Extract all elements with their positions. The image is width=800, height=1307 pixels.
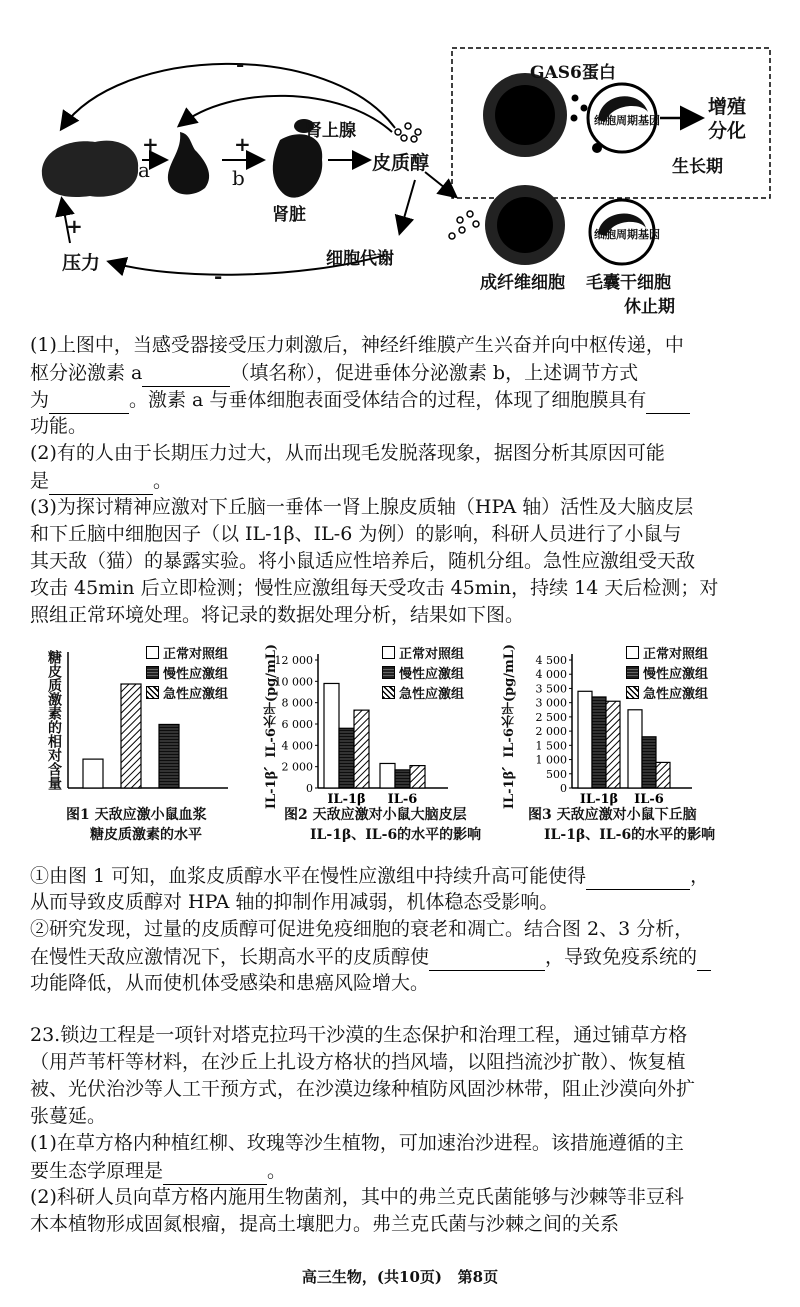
chart-2-title-line2: IL-1β、IL-6的水平的影响	[310, 827, 482, 843]
q22-p2-line1: (2)有的人由于长期压力过大，从而出现毛发脱落现象，据图分析其原因可能	[30, 442, 665, 464]
legend-chronic: 慢性应激组	[626, 662, 708, 682]
q23-p2-line1: (2)科研人员向草方格内施用生物菌剂，其中的弗兰克氏菌能够与沙棘等非豆科	[30, 1186, 684, 1208]
legend-swatch-control	[382, 646, 395, 659]
cortisol-dots	[395, 123, 421, 142]
y-tick-label: 4 000	[281, 739, 313, 753]
q23-p2-line2: 木本植物形成固氮根瘤，提高土壤肥力。弗兰克氏菌与沙棘之间的关系	[30, 1213, 620, 1235]
chart-3-title-line1: 图3 天敌应激对小鼠下丘脑	[528, 807, 697, 823]
bar-1-0	[380, 763, 395, 788]
blank-immune-function[interactable]	[697, 943, 711, 971]
bar-1-2	[410, 766, 425, 788]
q22-p1-line1: (1)上图中，当感受器接受压力刺激后，神经纤维膜产生兴奋并向中枢传递，中	[30, 334, 684, 356]
page-footer: 高三生物，(共10页) 第8页	[301, 1268, 499, 1286]
q22-p1-line4: 功能。	[30, 415, 88, 437]
label-gas6: GAS6蛋白	[530, 63, 616, 83]
label-minus-feedback: -	[236, 52, 245, 76]
bar-0-0	[83, 759, 103, 788]
label-cortisol: 皮质醇	[372, 152, 430, 174]
q22-p3-line2: 和下丘脑中细胞因子（以 IL-1β、IL-6 为例）的影响，科研人员进行了小鼠与	[30, 523, 682, 545]
chart-2-legend	[382, 642, 464, 702]
label-pressure: 压力	[62, 252, 101, 274]
bar-1-1	[642, 737, 656, 788]
pituitary-shape	[168, 132, 209, 194]
label-cell-metabolism: 细胞代谢	[326, 249, 394, 269]
chart-2-title-line1: 图2 天敌应激对小鼠大脑皮层	[284, 807, 467, 823]
chart-1-title-line1: 图1 天敌应激小鼠血浆	[66, 807, 207, 823]
legend-swatch-acute	[382, 686, 395, 699]
bar-0-2	[159, 724, 179, 788]
chart-3-title-line2: IL-1β、IL-6的水平的影响	[544, 827, 716, 843]
label-plus-pressure: +	[66, 214, 83, 238]
q22-p1-line2: 枢分泌激素 a （填名称），促进垂体分泌激素 b，上述调节方式	[30, 359, 638, 387]
bar-1-1	[395, 770, 410, 788]
y-tick-label: 2 000	[535, 725, 567, 739]
legend-swatch-chronic	[382, 666, 395, 679]
y-tick-label: 2 500	[535, 710, 567, 724]
chart-3-legend	[626, 642, 708, 702]
label-proliferate: 增殖	[708, 96, 747, 118]
label-adrenal: 肾上腺	[305, 121, 356, 141]
label-growth-phase: 生长期	[672, 157, 723, 177]
chart-1-legend	[146, 642, 228, 702]
y-tick-label: 500	[546, 767, 567, 781]
label-rest-phase: 休止期	[624, 297, 675, 317]
hypothalamus-brain-shape	[42, 141, 138, 197]
chart-2-ylabel: IL-1β、IL-6水平(pg/mL)	[264, 644, 279, 810]
legend-swatch-acute	[146, 686, 159, 699]
q22-p3-line3: 其天敌（猫）的暴露实验。将小鼠适应性培养后，随机分组。急性应激组受天敌	[30, 550, 696, 572]
bar-0-1	[592, 697, 606, 788]
legend-swatch-chronic	[626, 666, 639, 679]
x-tick-label: IL-1β	[327, 792, 366, 807]
label-fibroblast: 成纤维细胞	[480, 273, 565, 293]
bar-0-2	[354, 710, 369, 788]
y-tick-label: 1 000	[535, 753, 567, 767]
bar-0-1	[121, 684, 141, 788]
q22-p3-line4: 攻击 45min 后立即检测；慢性应激组每天受攻击 45min，持续 14 天后检测；对	[30, 577, 719, 599]
q22-s2-line2: 在慢性天敌应激情况下，长期高水平的皮质醇使 ，导致免疫系统的	[30, 943, 711, 971]
blank-regulation-mode[interactable]	[49, 386, 129, 414]
q23-p1-line1: (1)在草方格内种植红柳、玫瑰等沙生植物，可加速治沙进程。该措施遵循的主	[30, 1132, 684, 1154]
legend-chronic: 慢性应激组	[382, 662, 464, 682]
bar-1-0	[628, 710, 642, 788]
y-tick-label: 2 000	[281, 760, 313, 774]
y-tick-label: 8 000	[281, 696, 313, 710]
hpa-diagram	[0, 0, 800, 320]
legend-chronic: 慢性应激组	[146, 662, 228, 682]
label-cycle-gene-top: 细胞周期基因	[594, 114, 660, 127]
legend-control: 正常对照组	[626, 642, 708, 662]
chart-1-ylabel: 糖皮质激素的相对含量	[46, 650, 62, 790]
q22-p2-line2: 是 。	[30, 467, 172, 495]
label-differentiate: 分化	[708, 120, 747, 142]
y-tick-label: 3 000	[535, 696, 567, 710]
y-tick-label: 6 000	[281, 718, 313, 731]
chart-2	[262, 640, 512, 860]
label-plus-b: +	[234, 132, 251, 156]
legend-swatch-control	[146, 646, 159, 659]
label-hair-stem-cell: 毛囊干细胞	[586, 273, 671, 293]
y-tick-label: 4 500	[535, 654, 567, 667]
legend-swatch-chronic	[146, 666, 159, 679]
q23-line4: 张蔓延。	[30, 1105, 107, 1127]
bar-0-1	[339, 728, 354, 788]
y-tick-label: 12 000	[274, 654, 313, 667]
x-tick-label: IL-1β	[579, 792, 619, 807]
legend-acute: 急性应激组	[146, 682, 228, 702]
x-tick-label: IL-6	[387, 792, 418, 807]
legend-swatch-acute	[626, 686, 639, 699]
y-tick-label: 10 000	[274, 675, 313, 689]
legend-control: 正常对照组	[382, 642, 464, 662]
q22-s2-line3: 功能降低，从而使机体受感染和患癌风险增大。	[30, 972, 430, 994]
legend-acute: 急性应激组	[626, 682, 708, 702]
blank-ecology-principle[interactable]	[163, 1157, 267, 1185]
q22-s2-line1: ②研究发现，过量的皮质醇可促进免疫细胞的衰老和凋亡。结合图 2、3 分析，	[30, 918, 694, 940]
bar-0-0	[578, 691, 592, 788]
bar-0-0	[324, 683, 339, 788]
chart-3	[500, 640, 760, 860]
chart-1-title-line2: 糖皮质激素的水平	[90, 827, 202, 843]
blank-cytokine-effect[interactable]	[429, 943, 545, 971]
q23-p1-line2: 要生态学原理是 。	[30, 1157, 286, 1185]
q22-s1-line1: ①由图 1 可知，血浆皮质醇水平在慢性应激组中持续升高可能使得 ，	[30, 862, 709, 890]
blank-membrane-function[interactable]	[646, 386, 690, 414]
label-hormone-b: b	[232, 166, 245, 190]
q22-p3-line1: (3)为探讨精神应激对下丘脑一垂体一肾上腺皮质轴（HPA 轴）活性及大脑皮层	[30, 496, 694, 518]
label-cycle-gene-bottom: 细胞周期基因	[594, 228, 660, 241]
y-tick-label: 4 000	[535, 668, 567, 682]
y-tick-label: 3 500	[535, 682, 567, 696]
chart-1	[38, 640, 268, 860]
y-tick-label: 0	[306, 782, 313, 795]
kidney-shape	[273, 134, 322, 197]
bar-0-2	[606, 701, 620, 788]
legend-acute: 急性应激组	[382, 682, 464, 702]
y-tick-label: 1 500	[535, 739, 567, 753]
legend-swatch-control	[626, 646, 639, 659]
blank-hormone-a[interactable]	[142, 359, 230, 387]
legend-control: 正常对照组	[146, 642, 228, 662]
q22-s1-line2: 从而导致皮质醇对 HPA 轴的抑制作用减弱，机体稳态受影响。	[30, 891, 559, 913]
chart-3-ylabel: IL-1β、IL-6水平(pg/mL)	[502, 644, 517, 810]
q23-line2: （用芦苇杆等材料，在沙丘上扎设方格状的挡风墙，以阻挡流沙扩散）、恢复植	[30, 1051, 686, 1073]
q23-line1: 23.锁边工程是一项针对塔克拉玛干沙漠的生态保护和治理工程，通过铺草方格	[30, 1024, 688, 1046]
q22-p1-line3: 为 。激素 a 与垂体细胞表面受体结合的过程，体现了细胞膜具有	[30, 386, 690, 414]
x-tick-label: IL-6	[634, 792, 664, 807]
blank-hair-loss-reason[interactable]	[49, 467, 153, 495]
q23-line3: 被、光伏治沙等人工干预方式，在沙漠边缘种植防风固沙林带，阻止沙漠向外扩	[30, 1078, 696, 1100]
blank-cortisol-effect[interactable]	[586, 862, 690, 890]
label-minus-metabolism: -	[214, 264, 223, 288]
label-hormone-a: a	[138, 158, 150, 182]
q22-p3-line5: 照组正常环境处理。将记录的数据处理分析，结果如下图。	[30, 604, 525, 626]
label-plus-a: +	[142, 132, 159, 156]
y-tick-label: 0	[560, 782, 567, 795]
label-kidney: 肾脏	[272, 205, 306, 225]
bar-1-2	[656, 762, 670, 788]
